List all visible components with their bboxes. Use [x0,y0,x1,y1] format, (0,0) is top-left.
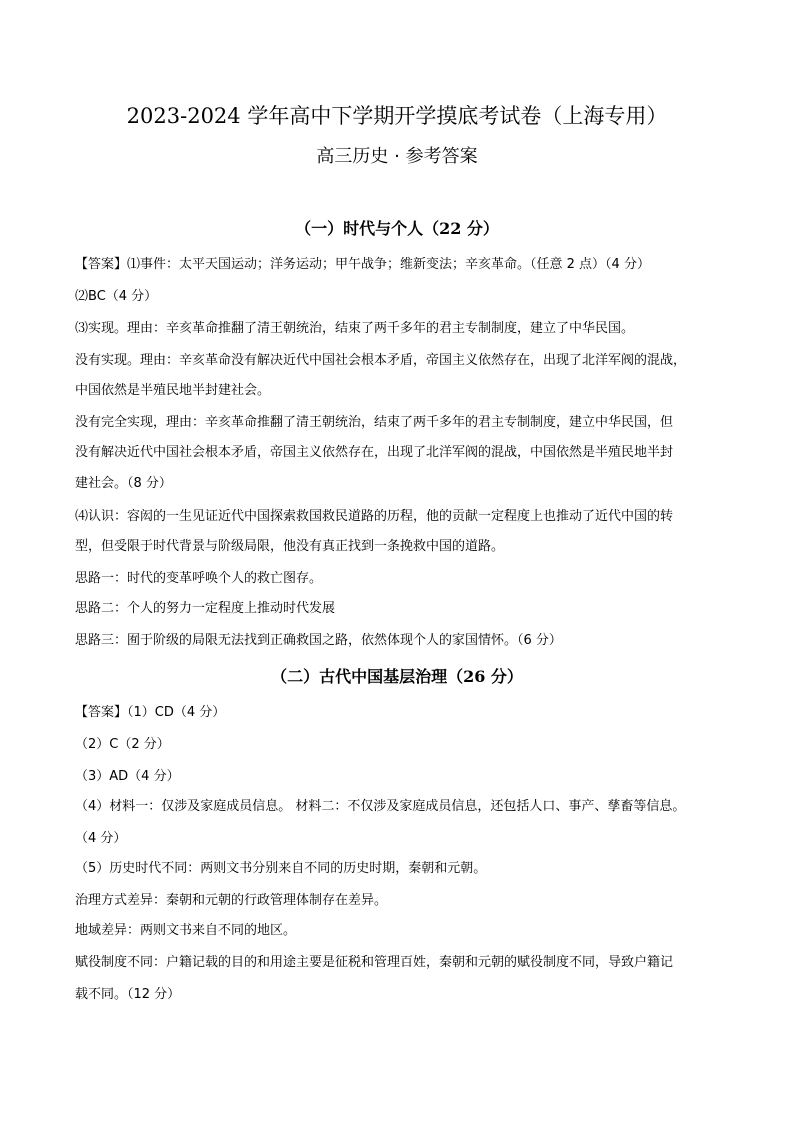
section-2-line: （4）材料一：仅涉及家庭成员信息。 材料二：不仅涉及家庭成员信息，还包括人口、事产、孳畜等信息。 [75,799,686,814]
section-1-line: 型，但受限于时代背景与阶级局限，他没有真正找到一条挽救中国的道路。 [75,539,505,554]
section-1-line: 建社会。（8 分） [75,476,172,491]
section-1-line: 中国依然是半殖民地半封建社会。 [75,383,271,398]
document-title: 2023-2024 学年高中下学期开学摸底考试卷（上海专用） [126,104,668,128]
section-2-line: 载不同。（12 分） [75,987,181,1002]
section-1-line: 思路二：个人的努力一定程度上推动时代发展 [75,601,336,616]
section-1-line: 没有实现。理由：辛亥革命没有解决近代中国社会根本矛盾，帝国主义依然存在，出现了北洋军阀的混战， [75,353,687,368]
section-2-line: 地域差异：两则文书来自不同的地区。 [75,923,297,938]
section-1-line: 【答案】⑴事件：太平天国运动；洋务运动；甲午战争；维新变法；辛亥革命。（任意 2 点）（4 分） [75,257,650,272]
section-2-line: 赋役制度不同：户籍记载的目的和用途主要是征税和管理百姓，秦朝和元朝的赋役制度不同，导致户籍记 [75,955,674,970]
section-1-line: ⑶实现。理由：辛亥革命推翻了清王朝统治，结束了两千多年的君主专制制度，建立了中华民国。 [75,321,635,336]
section-1-line: ⑵BC（4 分） [75,289,158,304]
section-1-line: 没有解决近代中国社会根本矛盾，帝国主义依然存在，出现了北洋军阀的混战，中国依然是半殖民地半封 [75,445,674,460]
section-2-line: （2）C（2 分） [75,737,170,752]
section-2-line: 治理方式差异：秦朝和元朝的行政管理体制存在差异。 [75,893,388,908]
section-2-line: （3）AD（4 分） [75,769,180,784]
document-subtitle: 高三历史 · 参考答案 [316,146,478,167]
section-1-heading: （一）时代与个人（22 分） [295,219,499,238]
section-1-line: 思路三：囿于阶级的局限无法找到正确救国之路，依然体现个人的家国情怀。（6 分） [75,633,562,648]
section-2-line: （4 分） [75,831,127,846]
section-1-line: ⑷认识：容闳的一生见证近代中国探索救国救民道路的历程，他的贡献一定程度上也推动了近代中国的转 [75,509,674,524]
section-2-line: 【答案】（1）CD（4 分） [75,705,226,720]
section-2-heading: （二）古代中国基层治理（26 分） [271,667,523,686]
section-1-line: 没有完全实现，理由：辛亥革命推翻了清王朝统治，结束了两千多年的君主专制制度，建立中华民国，但 [75,415,674,430]
section-1-line: 思路一：时代的变革呼唤个人的救亡图存。 [75,571,323,586]
section-2-line: （5）历史时代不同：两则文书分别来自不同的历史时期，秦朝和元朝。 [75,861,487,876]
